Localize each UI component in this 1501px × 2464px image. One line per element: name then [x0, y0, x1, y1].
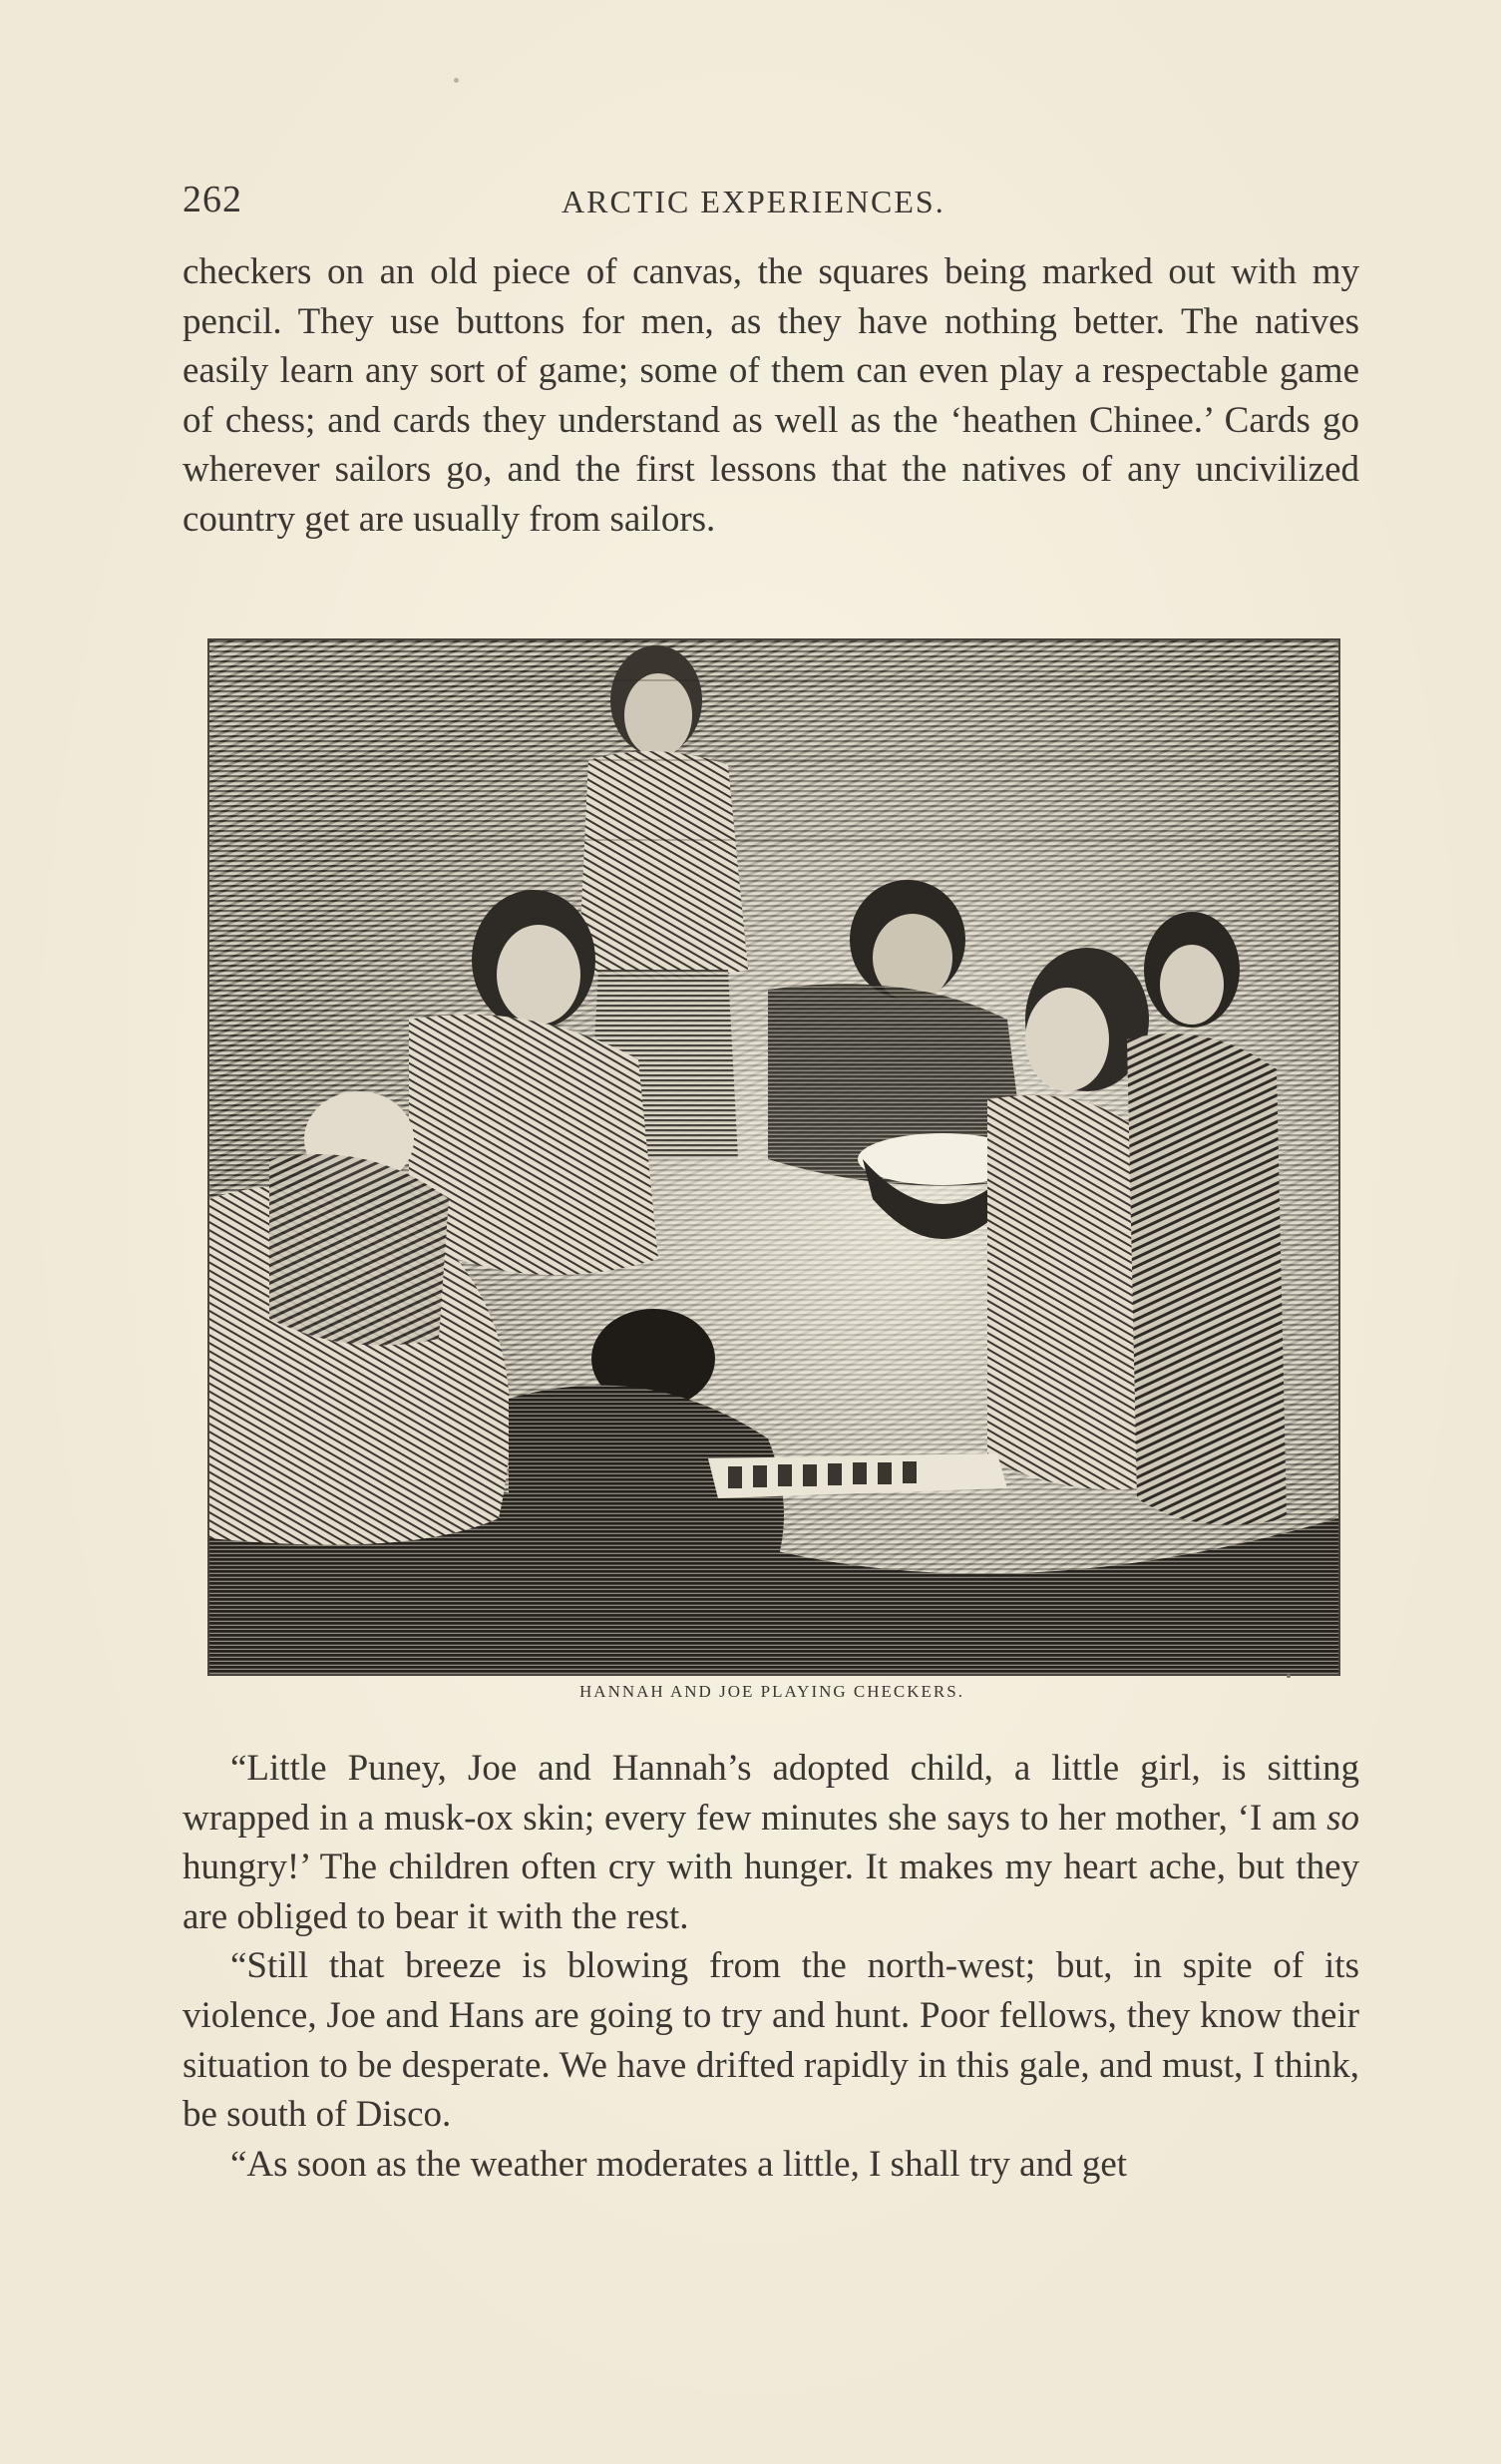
figure-caption: HANNAH AND JOE PLAYING CHECKERS.: [579, 1682, 964, 1701]
paragraph-puney-emphasis: so: [1326, 1797, 1359, 1839]
text-block-top: [183, 247, 1359, 545]
running-title: ARCTIC EXPERIENCES.: [562, 184, 945, 219]
paragraph-weather: “As soon as the weather moderates a little, I shall try and get: [230, 2143, 1128, 2185]
text-block-bottom: [183, 1744, 1359, 2189]
running-head: [183, 178, 1359, 237]
page-number: 262: [183, 179, 242, 220]
paragraph-puney: [183, 1744, 1359, 1941]
paragraph-continuation: checkers on an old piece of canvas, the squares being marked out with my pencil. They use buttons for men, as they have nothing better. The natives easily learn any sort of game; some of them can even play a respectable game of chess; and cards they understand as well as the ‘heathen Chinee.’ Cards go wherever sailors go, and the first lessons that the natives of any uncivilized country get are usually from sailors.: [183, 251, 1359, 540]
paper-speck: [454, 78, 459, 83]
paragraph-puney-part1: “Little Puney, Joe and Hannah’s adopted child, a little girl, is sitting wrapped in a musk-ox skin; every few minutes she says to her mother, ‘I am: [183, 1748, 1359, 1839]
engraving-illustration: [207, 638, 1340, 1676]
paragraph-puney-part2: hungry!’ The children often cry with hunger. It makes my heart ache, but they are obliged to bear it with the rest.: [183, 1847, 1359, 1937]
print-dot: [1287, 1674, 1291, 1678]
paragraph-breeze: “Still that breeze is blowing from the north-west; but, in spite of its violence, Joe and Hans are going to try and hunt. Poor fellows, they know their situation to be desperate. We have drifted rapidly in this gale, and must, I think, be south of Disco.: [183, 1945, 1359, 2136]
engraving-drawing: [209, 640, 1338, 1674]
